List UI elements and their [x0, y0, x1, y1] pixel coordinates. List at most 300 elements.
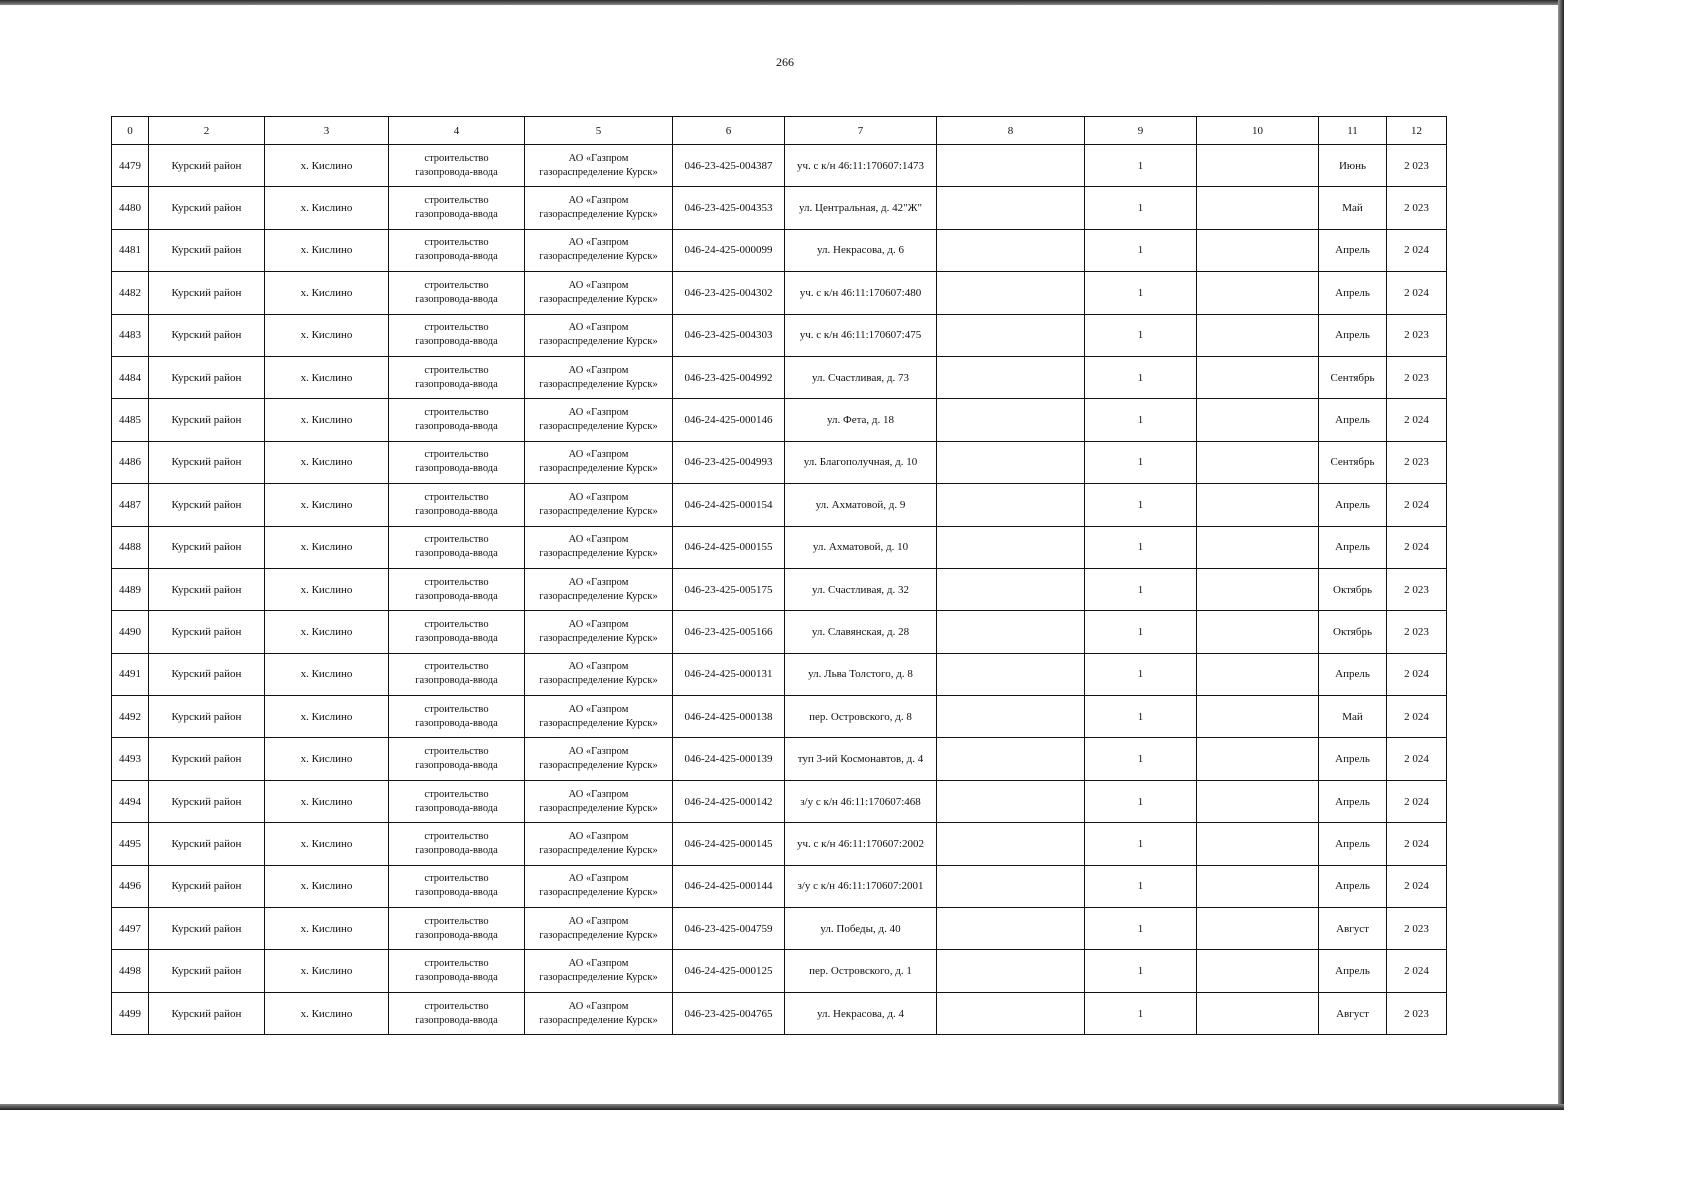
work-type-cell: [389, 314, 525, 356]
organization-line: АО «Газпром: [568, 788, 629, 800]
organization-line: АО «Газпром: [568, 152, 629, 164]
work-type-line: газопровода-ввода: [415, 209, 498, 221]
organization-line: газораспределение Курск»: [539, 972, 658, 984]
organization-line: газораспределение Курск»: [539, 632, 658, 644]
organization-line: АО «Газпром: [568, 195, 629, 207]
work-type-cell: [389, 272, 525, 314]
district-cell: Курский район: [149, 611, 265, 653]
organization-cell: [525, 187, 673, 229]
district-cell: Курский район: [149, 187, 265, 229]
year-cell: 2 023: [1387, 441, 1447, 483]
month-cell: Апрель: [1319, 272, 1387, 314]
column-10-cell: [1197, 950, 1319, 992]
work-type-line: газопровода-ввода: [415, 675, 498, 687]
settlement-cell: х. Кислино: [265, 272, 389, 314]
record-number: 4485: [112, 399, 149, 441]
work-type-cell: [389, 738, 525, 780]
settlement-cell: х. Кислино: [265, 992, 389, 1034]
table-row: [112, 738, 1447, 780]
column-10-cell: [1197, 823, 1319, 865]
year-cell: 2 024: [1387, 865, 1447, 907]
district-cell: Курский район: [149, 229, 265, 271]
column-8-cell: [937, 992, 1085, 1034]
month-cell: Октябрь: [1319, 611, 1387, 653]
column-header: 2: [149, 117, 265, 145]
column-8-cell: [937, 314, 1085, 356]
year-cell: 2 024: [1387, 780, 1447, 822]
work-type-line: газопровода-ввода: [415, 632, 498, 644]
organization-line: АО «Газпром: [568, 1000, 629, 1012]
organization-cell: [525, 653, 673, 695]
work-type-line: строительство: [424, 1000, 489, 1012]
organization-line: АО «Газпром: [568, 703, 629, 715]
table-row: [112, 356, 1447, 398]
column-8-cell: [937, 738, 1085, 780]
district-cell: Курский район: [149, 484, 265, 526]
column-8-cell: [937, 908, 1085, 950]
organization-line: АО «Газпром: [568, 830, 629, 842]
month-cell: Июнь: [1319, 145, 1387, 187]
work-type-line: газопровода-ввода: [415, 505, 498, 517]
quantity-cell: 1: [1085, 441, 1197, 483]
quantity-cell: 1: [1085, 950, 1197, 992]
column-8-cell: [937, 653, 1085, 695]
month-cell: Апрель: [1319, 399, 1387, 441]
column-8-cell: [937, 229, 1085, 271]
settlement-cell: х. Кислино: [265, 653, 389, 695]
year-cell: 2 023: [1387, 908, 1447, 950]
column-header: 4: [389, 117, 525, 145]
organization-line: АО «Газпром: [568, 618, 629, 630]
quantity-cell: 1: [1085, 865, 1197, 907]
settlement-cell: х. Кислино: [265, 526, 389, 568]
work-type-line: строительство: [424, 661, 489, 673]
table-row: [112, 950, 1447, 992]
table-row: [112, 399, 1447, 441]
work-type-cell: [389, 187, 525, 229]
address-cell: з/у с к/н 46:11:170607:2001: [785, 865, 937, 907]
organization-cell: [525, 272, 673, 314]
year-cell: 2 024: [1387, 272, 1447, 314]
organization-cell: [525, 696, 673, 738]
scan-edge-right: [1558, 0, 1564, 1110]
settlement-cell: х. Кислино: [265, 399, 389, 441]
address-cell: ул. Победы, д. 40: [785, 908, 937, 950]
year-cell: 2 023: [1387, 356, 1447, 398]
record-number: 4489: [112, 568, 149, 610]
work-type-line: газопровода-ввода: [415, 293, 498, 305]
column-10-cell: [1197, 145, 1319, 187]
district-cell: Курский район: [149, 738, 265, 780]
column-header: 6: [673, 117, 785, 145]
organization-line: АО «Газпром: [568, 491, 629, 503]
column-10-cell: [1197, 568, 1319, 610]
organization-cell: [525, 865, 673, 907]
organization-line: АО «Газпром: [568, 364, 629, 376]
organization-line: АО «Газпром: [568, 407, 629, 419]
table-row: [112, 992, 1447, 1034]
table-row: [112, 611, 1447, 653]
organization-line: АО «Газпром: [568, 449, 629, 461]
address-cell: ул. Некрасова, д. 6: [785, 229, 937, 271]
month-cell: Апрель: [1319, 865, 1387, 907]
table-row: [112, 653, 1447, 695]
column-10-cell: [1197, 780, 1319, 822]
organization-line: газораспределение Курск»: [539, 675, 658, 687]
work-type-line: строительство: [424, 534, 489, 546]
month-cell: Апрель: [1319, 823, 1387, 865]
column-10-cell: [1197, 653, 1319, 695]
work-type-cell: [389, 526, 525, 568]
application-code-cell: 046-24-425-000138: [673, 696, 785, 738]
settlement-cell: х. Кислино: [265, 865, 389, 907]
quantity-cell: 1: [1085, 908, 1197, 950]
organization-cell: [525, 356, 673, 398]
district-cell: Курский район: [149, 823, 265, 865]
district-cell: Курский район: [149, 356, 265, 398]
organization-line: газораспределение Курск»: [539, 166, 658, 178]
year-cell: 2 023: [1387, 568, 1447, 610]
column-number-row: [112, 117, 1447, 145]
work-type-cell: [389, 484, 525, 526]
column-10-cell: [1197, 314, 1319, 356]
column-header: 7: [785, 117, 937, 145]
quantity-cell: 1: [1085, 272, 1197, 314]
address-cell: ул. Благополучная, д. 10: [785, 441, 937, 483]
work-type-line: газопровода-ввода: [415, 166, 498, 178]
column-header: 9: [1085, 117, 1197, 145]
record-number: 4492: [112, 696, 149, 738]
organization-cell: [525, 908, 673, 950]
organization-line: газораспределение Курск»: [539, 844, 658, 856]
record-number: 4490: [112, 611, 149, 653]
year-cell: 2 023: [1387, 314, 1447, 356]
settlement-cell: х. Кислино: [265, 187, 389, 229]
work-type-cell: [389, 229, 525, 271]
quantity-cell: 1: [1085, 187, 1197, 229]
work-type-line: газопровода-ввода: [415, 463, 498, 475]
district-cell: Курский район: [149, 950, 265, 992]
organization-line: АО «Газпром: [568, 873, 629, 885]
settlement-cell: х. Кислино: [265, 356, 389, 398]
column-8-cell: [937, 145, 1085, 187]
organization-line: АО «Газпром: [568, 237, 629, 249]
work-type-line: строительство: [424, 788, 489, 800]
column-8-cell: [937, 441, 1085, 483]
address-cell: ул. Славянская, д. 28: [785, 611, 937, 653]
organization-line: газораспределение Курск»: [539, 378, 658, 390]
organization-cell: [525, 611, 673, 653]
quantity-cell: 1: [1085, 823, 1197, 865]
work-type-line: строительство: [424, 152, 489, 164]
year-cell: 2 023: [1387, 187, 1447, 229]
address-cell: ул. Центральная, д. 42"Ж": [785, 187, 937, 229]
settlement-cell: х. Кислино: [265, 908, 389, 950]
month-cell: Май: [1319, 187, 1387, 229]
work-type-cell: [389, 950, 525, 992]
column-header: 3: [265, 117, 389, 145]
year-cell: 2 024: [1387, 526, 1447, 568]
application-code-cell: 046-23-425-004765: [673, 992, 785, 1034]
organization-cell: [525, 229, 673, 271]
organization-line: газораспределение Курск»: [539, 293, 658, 305]
column-8-cell: [937, 823, 1085, 865]
organization-cell: [525, 145, 673, 187]
district-cell: Курский район: [149, 908, 265, 950]
month-cell: Апрель: [1319, 484, 1387, 526]
column-8-cell: [937, 780, 1085, 822]
organization-line: газораспределение Курск»: [539, 1014, 658, 1026]
address-cell: ул. Льва Толстого, д. 8: [785, 653, 937, 695]
organization-cell: [525, 399, 673, 441]
work-type-line: строительство: [424, 958, 489, 970]
settlement-cell: х. Кислино: [265, 568, 389, 610]
column-8-cell: [937, 526, 1085, 568]
column-header: 10: [1197, 117, 1319, 145]
work-type-line: газопровода-ввода: [415, 972, 498, 984]
organization-cell: [525, 738, 673, 780]
address-cell: ул. Ахматовой, д. 10: [785, 526, 937, 568]
table-row: [112, 314, 1447, 356]
settlement-cell: х. Кислино: [265, 611, 389, 653]
quantity-cell: 1: [1085, 145, 1197, 187]
month-cell: Май: [1319, 696, 1387, 738]
application-code-cell: 046-24-425-000142: [673, 780, 785, 822]
table-row: [112, 229, 1447, 271]
application-code-cell: 046-24-425-000139: [673, 738, 785, 780]
month-cell: Сентябрь: [1319, 441, 1387, 483]
address-cell: пер. Островского, д. 1: [785, 950, 937, 992]
year-cell: 2 024: [1387, 823, 1447, 865]
organization-cell: [525, 314, 673, 356]
work-type-line: строительство: [424, 576, 489, 588]
year-cell: 2 024: [1387, 696, 1447, 738]
application-code-cell: 046-24-425-000131: [673, 653, 785, 695]
application-code-cell: 046-24-425-000146: [673, 399, 785, 441]
year-cell: 2 023: [1387, 611, 1447, 653]
column-8-cell: [937, 484, 1085, 526]
address-cell: ул. Счастливая, д. 32: [785, 568, 937, 610]
organization-cell: [525, 484, 673, 526]
organization-line: газораспределение Курск»: [539, 760, 658, 772]
column-10-cell: [1197, 908, 1319, 950]
month-cell: Апрель: [1319, 780, 1387, 822]
work-type-line: газопровода-ввода: [415, 802, 498, 814]
record-number: 4498: [112, 950, 149, 992]
work-type-line: газопровода-ввода: [415, 717, 498, 729]
record-number: 4480: [112, 187, 149, 229]
organization-line: АО «Газпром: [568, 746, 629, 758]
quantity-cell: 1: [1085, 653, 1197, 695]
settlement-cell: х. Кислино: [265, 314, 389, 356]
column-header: 11: [1319, 117, 1387, 145]
record-number: 4483: [112, 314, 149, 356]
work-type-cell: [389, 145, 525, 187]
district-cell: Курский район: [149, 865, 265, 907]
month-cell: Октябрь: [1319, 568, 1387, 610]
organization-line: АО «Газпром: [568, 534, 629, 546]
organization-line: газораспределение Курск»: [539, 802, 658, 814]
table-row: [112, 780, 1447, 822]
work-type-line: строительство: [424, 237, 489, 249]
settlement-cell: х. Кислино: [265, 145, 389, 187]
work-type-cell: [389, 780, 525, 822]
address-cell: пер. Островского, д. 8: [785, 696, 937, 738]
work-type-cell: [389, 568, 525, 610]
settlement-cell: х. Кислино: [265, 229, 389, 271]
year-cell: 2 023: [1387, 992, 1447, 1034]
year-cell: 2 024: [1387, 653, 1447, 695]
work-type-line: строительство: [424, 873, 489, 885]
organization-line: АО «Газпром: [568, 576, 629, 588]
organization-cell: [525, 992, 673, 1034]
settlement-cell: х. Кислино: [265, 484, 389, 526]
record-number: 4479: [112, 145, 149, 187]
record-number: 4482: [112, 272, 149, 314]
settlement-cell: х. Кислино: [265, 823, 389, 865]
year-cell: 2 024: [1387, 738, 1447, 780]
quantity-cell: 1: [1085, 738, 1197, 780]
organization-cell: [525, 568, 673, 610]
organization-cell: [525, 526, 673, 568]
record-number: 4499: [112, 992, 149, 1034]
column-8-cell: [937, 696, 1085, 738]
column-10-cell: [1197, 441, 1319, 483]
organization-line: газораспределение Курск»: [539, 929, 658, 941]
district-cell: Курский район: [149, 272, 265, 314]
column-8-cell: [937, 950, 1085, 992]
application-code-cell: 046-23-425-005175: [673, 568, 785, 610]
work-type-line: строительство: [424, 746, 489, 758]
month-cell: Апрель: [1319, 738, 1387, 780]
record-number: 4488: [112, 526, 149, 568]
work-type-line: газопровода-ввода: [415, 421, 498, 433]
organization-line: газораспределение Курск»: [539, 548, 658, 560]
organization-cell: [525, 823, 673, 865]
column-10-cell: [1197, 992, 1319, 1034]
work-type-cell: [389, 356, 525, 398]
work-type-line: строительство: [424, 618, 489, 630]
application-code-cell: 046-23-425-004992: [673, 356, 785, 398]
quantity-cell: 1: [1085, 526, 1197, 568]
organization-line: газораспределение Курск»: [539, 505, 658, 517]
organization-cell: [525, 950, 673, 992]
organization-line: газораспределение Курск»: [539, 209, 658, 221]
column-header: 0: [112, 117, 149, 145]
record-number: 4486: [112, 441, 149, 483]
work-type-line: строительство: [424, 915, 489, 927]
district-cell: Курский район: [149, 780, 265, 822]
column-8-cell: [937, 272, 1085, 314]
address-cell: ул. Счастливая, д. 73: [785, 356, 937, 398]
organization-line: газораспределение Курск»: [539, 336, 658, 348]
quantity-cell: 1: [1085, 314, 1197, 356]
work-type-line: строительство: [424, 703, 489, 715]
column-10-cell: [1197, 738, 1319, 780]
column-8-cell: [937, 187, 1085, 229]
table-body: [112, 145, 1447, 1035]
record-number: 4491: [112, 653, 149, 695]
district-cell: Курский район: [149, 568, 265, 610]
work-type-cell: [389, 653, 525, 695]
work-type-line: строительство: [424, 830, 489, 842]
column-header: 5: [525, 117, 673, 145]
organization-line: газораспределение Курск»: [539, 463, 658, 475]
settlement-cell: х. Кислино: [265, 696, 389, 738]
organization-line: АО «Газпром: [568, 661, 629, 673]
work-type-line: газопровода-ввода: [415, 887, 498, 899]
application-code-cell: 046-23-425-004353: [673, 187, 785, 229]
work-type-cell: [389, 823, 525, 865]
application-code-cell: 046-23-425-004303: [673, 314, 785, 356]
column-8-cell: [937, 356, 1085, 398]
district-cell: Курский район: [149, 526, 265, 568]
table-row: [112, 187, 1447, 229]
work-type-line: газопровода-ввода: [415, 760, 498, 772]
column-10-cell: [1197, 187, 1319, 229]
quantity-cell: 1: [1085, 780, 1197, 822]
organization-line: АО «Газпром: [568, 915, 629, 927]
quantity-cell: 1: [1085, 611, 1197, 653]
organization-line: газораспределение Курск»: [539, 251, 658, 263]
work-type-cell: [389, 865, 525, 907]
district-cell: Курский район: [149, 992, 265, 1034]
work-type-line: строительство: [424, 407, 489, 419]
organization-line: газораспределение Курск»: [539, 590, 658, 602]
address-cell: уч. с к/н 46:11:170607:475: [785, 314, 937, 356]
column-10-cell: [1197, 484, 1319, 526]
scan-edge-bottom: [0, 1104, 1564, 1110]
column-10-cell: [1197, 611, 1319, 653]
quantity-cell: 1: [1085, 229, 1197, 271]
month-cell: Август: [1319, 908, 1387, 950]
address-cell: ул. Фета, д. 18: [785, 399, 937, 441]
year-cell: 2 024: [1387, 950, 1447, 992]
month-cell: Август: [1319, 992, 1387, 1034]
organization-cell: [525, 780, 673, 822]
district-cell: Курский район: [149, 145, 265, 187]
page-number: 266: [776, 55, 794, 69]
column-10-cell: [1197, 399, 1319, 441]
year-cell: 2 024: [1387, 399, 1447, 441]
application-code-cell: 046-24-425-000144: [673, 865, 785, 907]
table-row: [112, 865, 1447, 907]
organization-cell: [525, 441, 673, 483]
work-type-line: газопровода-ввода: [415, 336, 498, 348]
work-type-cell: [389, 441, 525, 483]
column-10-cell: [1197, 272, 1319, 314]
organization-line: газораспределение Курск»: [539, 717, 658, 729]
record-number: 4496: [112, 865, 149, 907]
work-type-line: строительство: [424, 491, 489, 503]
district-cell: Курский район: [149, 399, 265, 441]
application-code-cell: 046-24-425-000145: [673, 823, 785, 865]
work-type-cell: [389, 399, 525, 441]
work-type-line: газопровода-ввода: [415, 590, 498, 602]
application-code-cell: 046-24-425-000125: [673, 950, 785, 992]
application-code-cell: 046-23-425-004302: [673, 272, 785, 314]
work-type-line: строительство: [424, 195, 489, 207]
record-number: 4484: [112, 356, 149, 398]
year-cell: 2 024: [1387, 484, 1447, 526]
address-cell: туп 3-ий Космонавтов, д. 4: [785, 738, 937, 780]
quantity-cell: 1: [1085, 568, 1197, 610]
application-code-cell: 046-24-425-000155: [673, 526, 785, 568]
column-8-cell: [937, 611, 1085, 653]
record-number: 4481: [112, 229, 149, 271]
column-8-cell: [937, 865, 1085, 907]
settlement-cell: х. Кислино: [265, 738, 389, 780]
